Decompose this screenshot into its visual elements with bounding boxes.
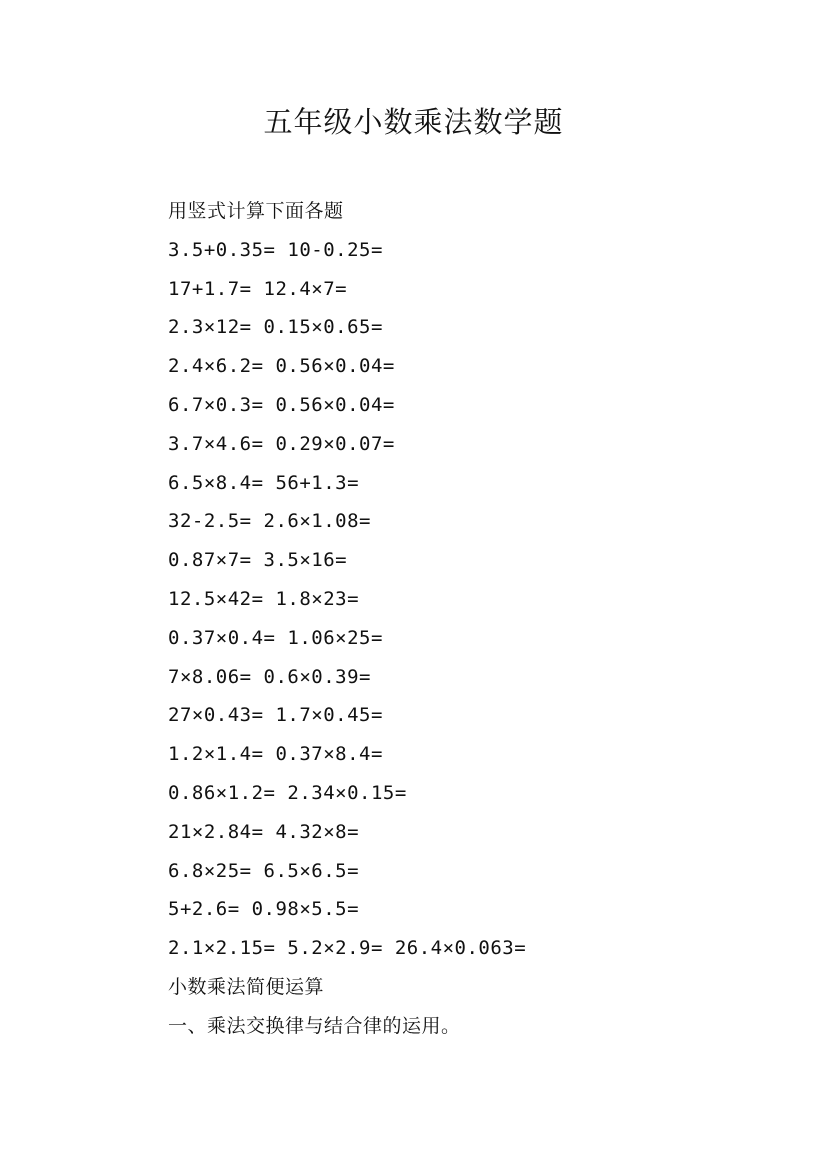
problem-line: 3.5+0.35= 10-0.25= bbox=[168, 238, 383, 261]
problem-line: 3.7×4.6= 0.29×0.07= bbox=[168, 432, 395, 455]
document-body bbox=[168, 192, 788, 1046]
problem-line: 0.86×1.2= 2.34×0.15= bbox=[168, 781, 407, 804]
section-heading-simplified-calculation: 小数乘法简便运算 bbox=[168, 975, 325, 998]
problem-line: 5+2.6= 0.98×5.5= bbox=[168, 898, 360, 921]
problem-line: 7×8.06= 0.6×0.39= bbox=[168, 665, 371, 688]
document-title: 五年级小数乘法数学题 bbox=[263, 105, 564, 139]
problem-line: 2.4×6.2= 0.56×0.04= bbox=[168, 355, 395, 378]
problem-line: 1.2×1.4= 0.37×8.4= bbox=[168, 743, 383, 766]
problem-line: 0.87×7= 3.5×16= bbox=[168, 549, 348, 572]
problem-line: 12.5×42= 1.8×23= bbox=[168, 587, 360, 610]
problem-line: 32-2.5= 2.6×1.08= bbox=[168, 510, 371, 533]
problem-line: 27×0.43= 1.7×0.45= bbox=[168, 704, 383, 727]
problem-line: 6.7×0.3= 0.56×0.04= bbox=[168, 393, 395, 416]
problem-line: 6.8×25= 6.5×6.5= bbox=[168, 859, 360, 882]
problem-line: 2.1×2.15= 5.2×2.9= 26.4×0.063= bbox=[168, 937, 527, 960]
problem-line: 0.37×0.4= 1.06×25= bbox=[168, 626, 383, 649]
problem-line: 2.3×12= 0.15×0.65= bbox=[168, 316, 383, 339]
subsection-heading: 一、乘法交换律与结合律的运用。 bbox=[168, 1014, 461, 1037]
problem-line: 6.5×8.4= 56+1.3= bbox=[168, 471, 360, 494]
problem-line: 17+1.7= 12.4×7= bbox=[168, 277, 348, 300]
problem-line: 21×2.84= 4.32×8= bbox=[168, 820, 360, 843]
section-heading-vertical-calculation: 用竖式计算下面各题 bbox=[168, 200, 344, 222]
